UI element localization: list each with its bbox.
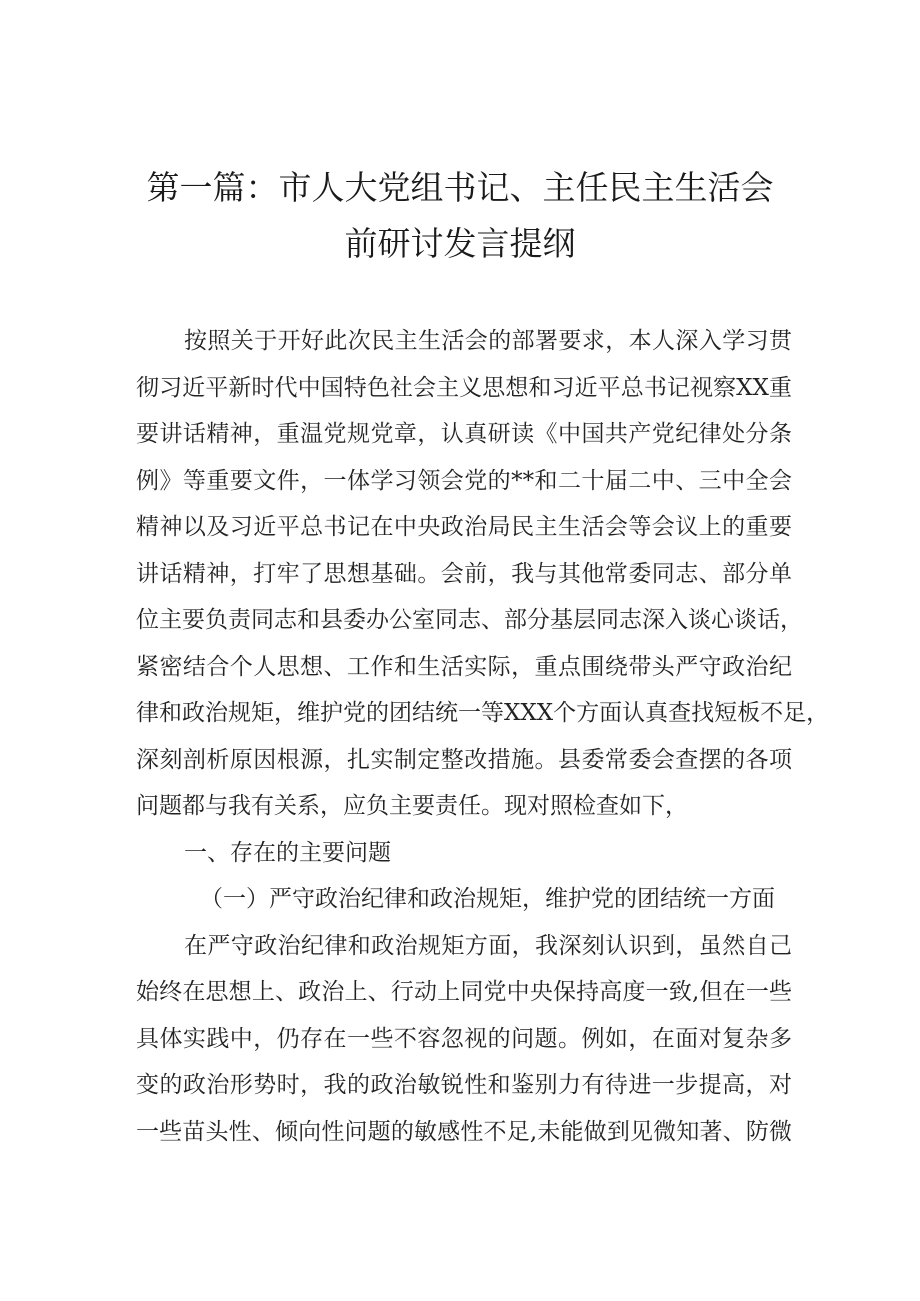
title-line-2: 前研讨发言提纲 bbox=[344, 224, 576, 263]
title-line-1: 第一篇：市人大党组书记、主任民主生活会 bbox=[146, 168, 774, 207]
text-line: 变的政治形势时，我的政治敏锐性和鉴别力有待进一步提高，对 bbox=[136, 1072, 792, 1098]
text-line: 例》等重要文件，一体学习领会党的**和二十届二中、三中全会 bbox=[136, 467, 792, 494]
text-line: 精神以及习近平总书记在中央政治局民主生活会等会议上的重要 bbox=[136, 514, 792, 540]
text-line: 一些苗头性、倾向性问题的敏感性不足,未能做到见微知著、防微 bbox=[136, 1118, 792, 1145]
document-body bbox=[136, 318, 830, 1155]
text-line: 紧密结合个人思想、工作和生活实际，重点围绕带头严守政治纪 bbox=[136, 653, 792, 680]
text-line: 彻习近平新时代中国特色社会主义思想和习近平总书记视察XX重 bbox=[136, 374, 792, 401]
text-line: 位主要负责同志和县委办公室同志、部分基层同志深入谈心谈话， bbox=[136, 607, 803, 633]
text-line: 要讲话精神，重温党规党章，认真研读《中国共产党纪律处分条 bbox=[136, 421, 792, 447]
section-heading: 一、存在的主要问题 bbox=[184, 839, 391, 866]
text-line: 深刻剖析原因根源，扎实制定整改措施。县委常委会查摆的各项 bbox=[136, 746, 792, 773]
text-line: 在严守政治纪律和政治规矩方面，我深刻认识到，虽然自己 bbox=[184, 932, 792, 959]
paragraph-problems bbox=[136, 923, 792, 1156]
document-title bbox=[120, 160, 800, 272]
text-line: 讲话精神，打牢了思想基础。会前，我与其他常委同志、部分单 bbox=[136, 560, 792, 587]
text-line: 具体实践中，仍存在一些不容忽视的问题。例如，在面对复杂多 bbox=[136, 1025, 792, 1052]
subsection-heading: （一）严守政治纪律和政治规矩，维护党的团结统一方面 bbox=[200, 886, 775, 912]
text-line: 问题都与我有关系，应负主要责任。现对照检查如下， bbox=[136, 793, 688, 819]
text-line: 始终在思想上、政治上、行动上同党中央保持高度一致,但在一些 bbox=[136, 979, 792, 1005]
paragraph-intro bbox=[136, 318, 830, 830]
text-line: 律和政治规矩，维护党的团结统一等XXX个方面认真查找短板不足， bbox=[136, 700, 830, 726]
text-line: 按照关于开好此次民主生活会的部署要求，本人深入学习贯 bbox=[184, 328, 792, 354]
